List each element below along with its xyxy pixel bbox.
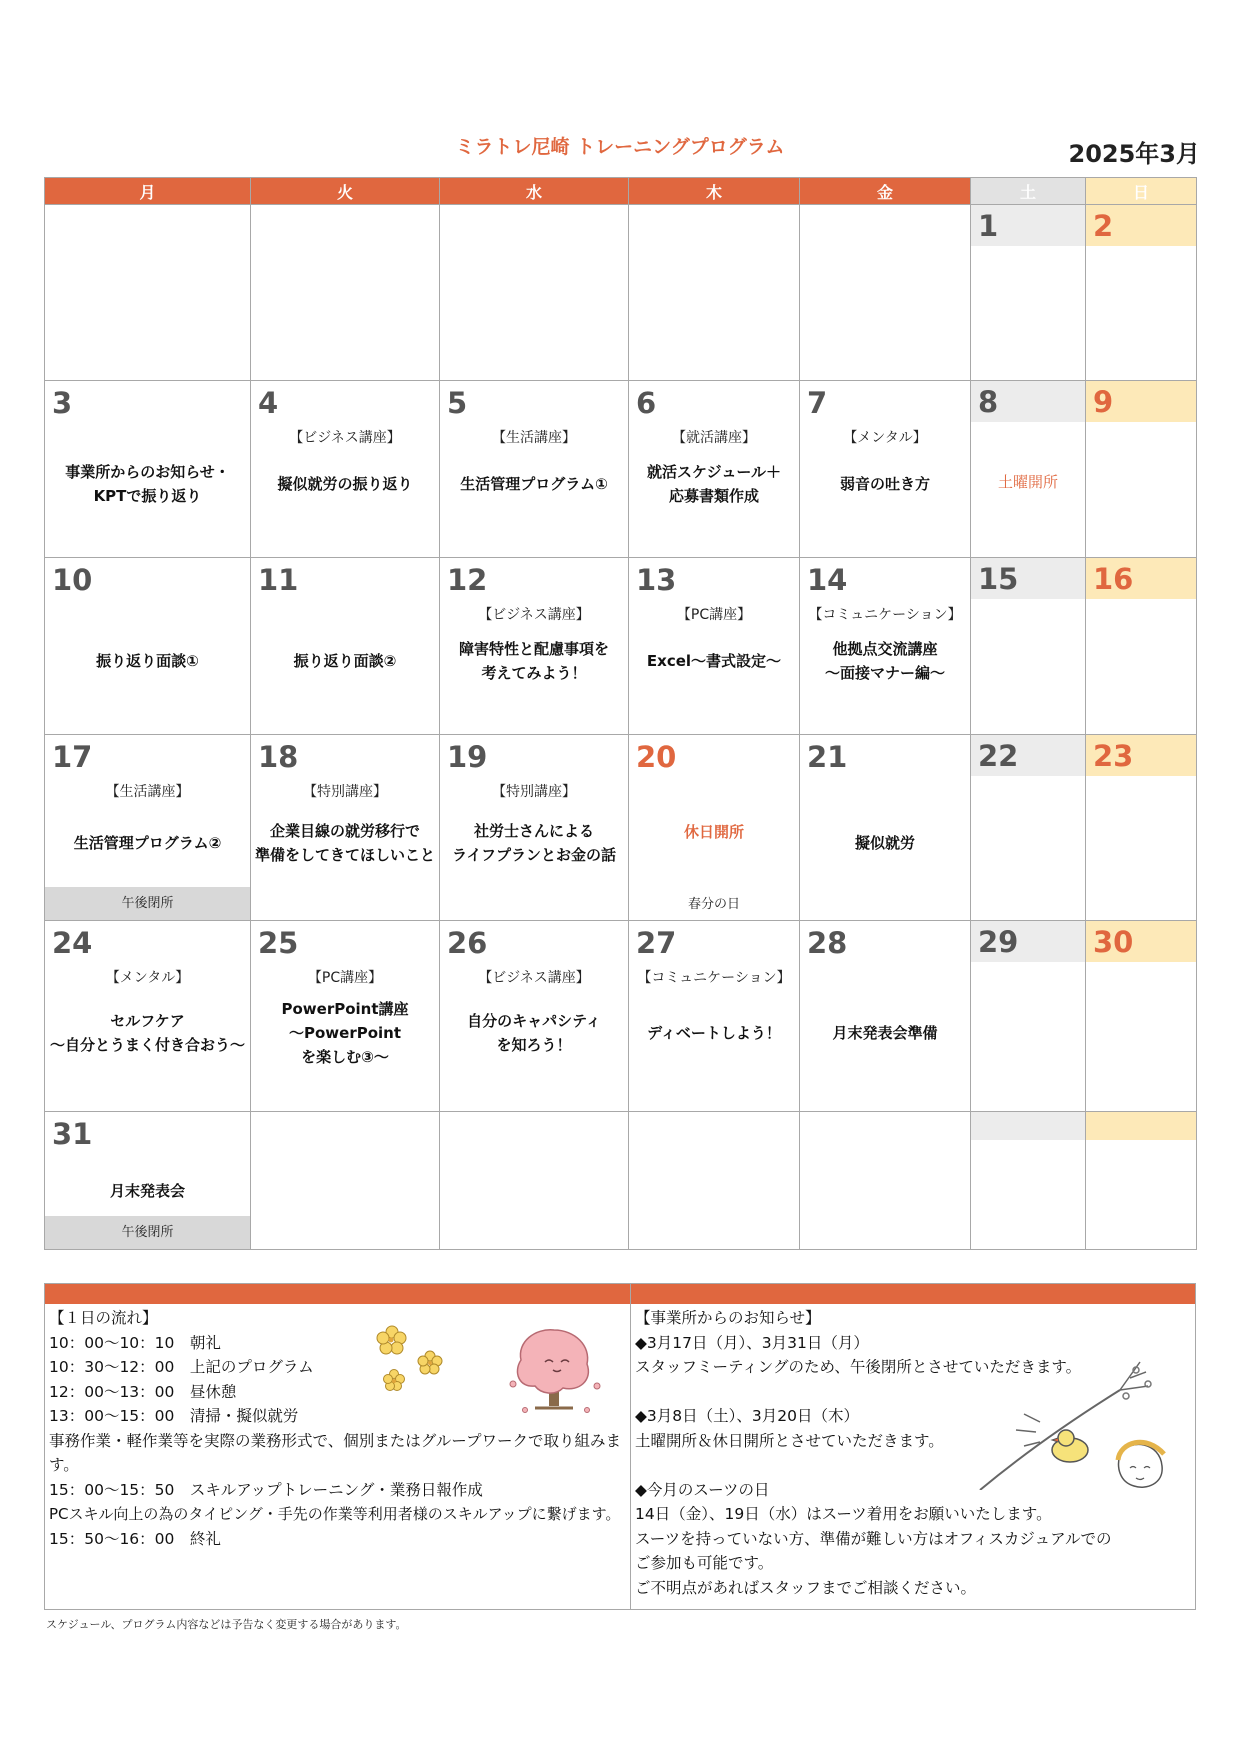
day-cell bbox=[971, 381, 1086, 558]
day-number: 27 bbox=[636, 926, 677, 960]
program-category: 【PC講座】 bbox=[307, 970, 383, 986]
day-number: 18 bbox=[258, 740, 299, 774]
day-cell bbox=[45, 381, 251, 558]
program-title: 他拠点交流講座 ～面接マナー編～ bbox=[824, 640, 945, 682]
day-cell-empty bbox=[440, 205, 629, 381]
day-cell-empty bbox=[971, 1112, 1086, 1250]
day-cell bbox=[440, 558, 629, 735]
week-row bbox=[45, 558, 1197, 735]
program-category: 【ビジネス講座】 bbox=[478, 970, 590, 986]
flower-illustration bbox=[370, 1318, 462, 1398]
week-row bbox=[45, 381, 1197, 558]
program-category: 【ビジネス講座】 bbox=[478, 607, 590, 623]
program-category: 【生活講座】 bbox=[105, 784, 190, 800]
day-cell-empty bbox=[800, 1112, 971, 1250]
program-category: 【就活講座】 bbox=[672, 430, 756, 446]
program-category: 【特別講座】 bbox=[492, 784, 576, 800]
schedule-line: 15：50～16：00 終礼 bbox=[49, 1529, 221, 1548]
program-title: 擬似就労の振り返り bbox=[277, 475, 413, 493]
day-number: 12 bbox=[447, 563, 488, 597]
day-number: 21 bbox=[807, 740, 848, 774]
day-cell bbox=[251, 735, 440, 921]
program-category: 【コミュニケーション】 bbox=[637, 970, 791, 986]
day-cell bbox=[971, 921, 1086, 1112]
schedule-line: 12：00～13：00 昼休憩 bbox=[49, 1382, 237, 1401]
day-number: 20 bbox=[636, 740, 677, 774]
day-number: 6 bbox=[636, 386, 657, 420]
day-number: 19 bbox=[447, 740, 488, 774]
info-panel bbox=[44, 1283, 1196, 1610]
notice-line: ◆3月17日（月）、3月31日（月） bbox=[635, 1333, 869, 1352]
weekday-tue: 火 bbox=[251, 178, 440, 205]
notice-line: ご参加も可能です。 bbox=[635, 1554, 774, 1572]
schedule-line: 15：00～15：50 スキルアップトレーニング・業務日報作成 bbox=[49, 1480, 483, 1499]
holiday-name: 春分の日 bbox=[687, 897, 740, 912]
month-label: 2025年3月 bbox=[1068, 140, 1200, 168]
day-number: 13 bbox=[636, 563, 677, 597]
day-number: 5 bbox=[447, 386, 468, 420]
program-title: 生活管理プログラム① bbox=[460, 475, 608, 493]
info-divider bbox=[630, 1284, 631, 1609]
day-cell bbox=[629, 381, 800, 558]
day-cell bbox=[45, 558, 251, 735]
program-category: 【ビジネス講座】 bbox=[289, 430, 401, 446]
weekday-fri: 金 bbox=[800, 178, 971, 205]
program-title: PowerPoint講座 ～PowerPoint を楽しむ③～ bbox=[281, 1000, 409, 1066]
program-title: 事業所からのお知らせ・ KPTで振り返り bbox=[65, 463, 230, 505]
day-cell bbox=[1086, 735, 1197, 921]
day-cell bbox=[629, 921, 800, 1112]
program-title: 擬似就労 bbox=[854, 834, 915, 852]
schedule-heading: 【１日の流れ】 bbox=[49, 1309, 158, 1327]
notice-line: ◆今月のスーツの日 bbox=[635, 1480, 770, 1499]
program-title: 自分のキャパシティ を知ろう！ bbox=[467, 1012, 601, 1054]
schedule-line: 10：00～10：10 朝礼 bbox=[49, 1333, 221, 1352]
schedule-line: 10：30～12：00 上記のプログラム bbox=[49, 1358, 314, 1376]
day-cell bbox=[440, 735, 629, 921]
day-cell bbox=[971, 205, 1086, 381]
weekday-sun: 日 bbox=[1086, 178, 1197, 205]
program-category: 【PC講座】 bbox=[676, 607, 752, 623]
schedule-line: PCスキル向上の為のタイピング・手先の作業等利用者様のスキルアップに繋げます。 bbox=[49, 1505, 621, 1523]
program-category: 【特別講座】 bbox=[303, 784, 387, 800]
day-cell bbox=[45, 735, 251, 921]
day-number: 24 bbox=[52, 926, 93, 960]
day-number: 28 bbox=[807, 926, 848, 960]
day-cell bbox=[800, 921, 971, 1112]
day-number: 3 bbox=[52, 386, 73, 420]
day-number: 11 bbox=[258, 563, 299, 597]
day-cell-empty bbox=[440, 1112, 629, 1250]
day-number: 16 bbox=[1093, 562, 1134, 596]
day-cell bbox=[629, 735, 800, 921]
day-number: 17 bbox=[52, 740, 93, 774]
day-number: 4 bbox=[258, 386, 279, 420]
notice-line: 土曜開所＆休日開所とさせていただきます。 bbox=[635, 1431, 944, 1450]
notice-line: ご不明点があればスタッフまでご相談ください。 bbox=[635, 1578, 977, 1597]
day-cell bbox=[800, 558, 971, 735]
day-cell bbox=[251, 558, 440, 735]
day-cell bbox=[251, 921, 440, 1112]
day-cell bbox=[971, 735, 1086, 921]
program-title: 生活管理プログラム② bbox=[73, 834, 222, 852]
day-number: 29 bbox=[978, 925, 1019, 959]
day-number: 2 bbox=[1093, 209, 1114, 243]
schedule-line: 事務作業・軽作業等を実際の業務形式で、個別またはグループワークで取り組みます。 bbox=[49, 1431, 621, 1474]
day-number: 23 bbox=[1093, 739, 1134, 773]
program-title: 月末発表会 bbox=[109, 1182, 185, 1200]
bird-and-person-illustration bbox=[970, 1350, 1180, 1490]
day-cell-empty bbox=[45, 205, 251, 381]
program-title: 就活スケジュール＋ 応募書類作成 bbox=[646, 463, 782, 505]
notice-line: 14日（金）、19日（水）はスーツ着用をお願いいたします。 bbox=[635, 1505, 1052, 1523]
day-cell bbox=[971, 558, 1086, 735]
day-number: 25 bbox=[258, 926, 299, 960]
schedule-line: 13：00～15：00 清掃・擬似就労 bbox=[49, 1407, 299, 1425]
afternoon-closed-badge: 午後閉所 bbox=[45, 1216, 250, 1249]
holiday-open-note: 休日開所 bbox=[683, 823, 744, 841]
weekday-wed: 水 bbox=[440, 178, 629, 205]
day-cell bbox=[800, 735, 971, 921]
program-category: 【生活講座】 bbox=[492, 430, 576, 446]
weekday-header bbox=[45, 178, 1197, 205]
program-title: Excel～書式設定～ bbox=[646, 652, 782, 670]
day-cell-empty bbox=[251, 1112, 440, 1250]
week-row bbox=[45, 921, 1197, 1112]
program-category: 【コミュニケーション】 bbox=[808, 607, 962, 623]
day-cell bbox=[251, 381, 440, 558]
day-cell bbox=[1086, 558, 1197, 735]
program-title: 振り返り面談① bbox=[96, 652, 199, 670]
notice-line: スーツを持っていない方、準備が難しい方はオフィスカジュアルでの bbox=[635, 1529, 1112, 1548]
notice-line: ◆3月8日（土）、3月20日（木） bbox=[635, 1407, 859, 1425]
day-cell bbox=[1086, 205, 1197, 381]
program-title: 月末発表会準備 bbox=[832, 1024, 938, 1042]
day-number: 22 bbox=[978, 739, 1019, 773]
day-cell-empty bbox=[251, 205, 440, 381]
day-number: 15 bbox=[978, 562, 1019, 596]
day-number: 7 bbox=[807, 386, 828, 420]
weekday-mon: 月 bbox=[45, 178, 251, 205]
footnote: スケジュール、プログラム内容などは予告なく変更する場合があります。 bbox=[46, 1618, 407, 1631]
program-category: 【メンタル】 bbox=[843, 430, 927, 446]
cherry-tree-illustration bbox=[505, 1324, 605, 1424]
program-title: セルフケア ～自分とうまく付き合おう～ bbox=[49, 1012, 245, 1054]
week-row bbox=[45, 1112, 1197, 1250]
day-number: 14 bbox=[807, 563, 848, 597]
day-cell bbox=[440, 381, 629, 558]
week-row bbox=[45, 205, 1197, 381]
notice-line: スタッフミーティングのため、午後閉所とさせていただきます。 bbox=[635, 1358, 1082, 1376]
day-cell-empty bbox=[800, 205, 971, 381]
day-cell-empty bbox=[629, 205, 800, 381]
day-number: 8 bbox=[978, 385, 999, 419]
week-row bbox=[45, 735, 1197, 921]
day-cell-empty bbox=[629, 1112, 800, 1250]
day-number: 26 bbox=[447, 926, 488, 960]
afternoon-closed-badge: 午後閉所 bbox=[45, 887, 250, 920]
day-cell bbox=[629, 558, 800, 735]
page-title: ミラトレ尼崎 トレーニングプログラム bbox=[455, 136, 785, 158]
weekday-thu: 木 bbox=[629, 178, 800, 205]
day-cell bbox=[1086, 921, 1197, 1112]
program-title: 障害特性と配慮事項を 考えてみよう！ bbox=[458, 640, 609, 682]
program-title: 弱音の吐き方 bbox=[839, 475, 930, 493]
day-number: 31 bbox=[52, 1117, 93, 1151]
day-number: 1 bbox=[978, 209, 999, 243]
program-title: 企業目線の就労移行で 準備をしてきてほしいこと bbox=[254, 822, 435, 864]
weekday-sat: 土 bbox=[971, 178, 1086, 205]
program-title: 振り返り面談② bbox=[293, 652, 397, 670]
day-number: 10 bbox=[52, 563, 93, 597]
program-category: 【メンタル】 bbox=[105, 970, 190, 986]
info-header-bar bbox=[45, 1284, 1195, 1304]
saturday-open-note: 土曜開所 bbox=[997, 473, 1058, 491]
day-cell bbox=[800, 381, 971, 558]
day-cell bbox=[1086, 381, 1197, 558]
program-title: 社労士さんによる ライフプランとお金の話 bbox=[451, 822, 617, 864]
day-cell bbox=[45, 1112, 251, 1250]
day-cell bbox=[440, 921, 629, 1112]
day-number: 30 bbox=[1093, 925, 1134, 959]
program-title: ディベートしよう！ bbox=[647, 1024, 781, 1042]
day-cell bbox=[45, 921, 251, 1112]
calendar bbox=[44, 177, 1197, 1250]
day-number: 9 bbox=[1093, 385, 1114, 419]
notice-heading: 【事業所からのお知らせ】 bbox=[635, 1309, 821, 1327]
day-cell-empty bbox=[1086, 1112, 1197, 1250]
